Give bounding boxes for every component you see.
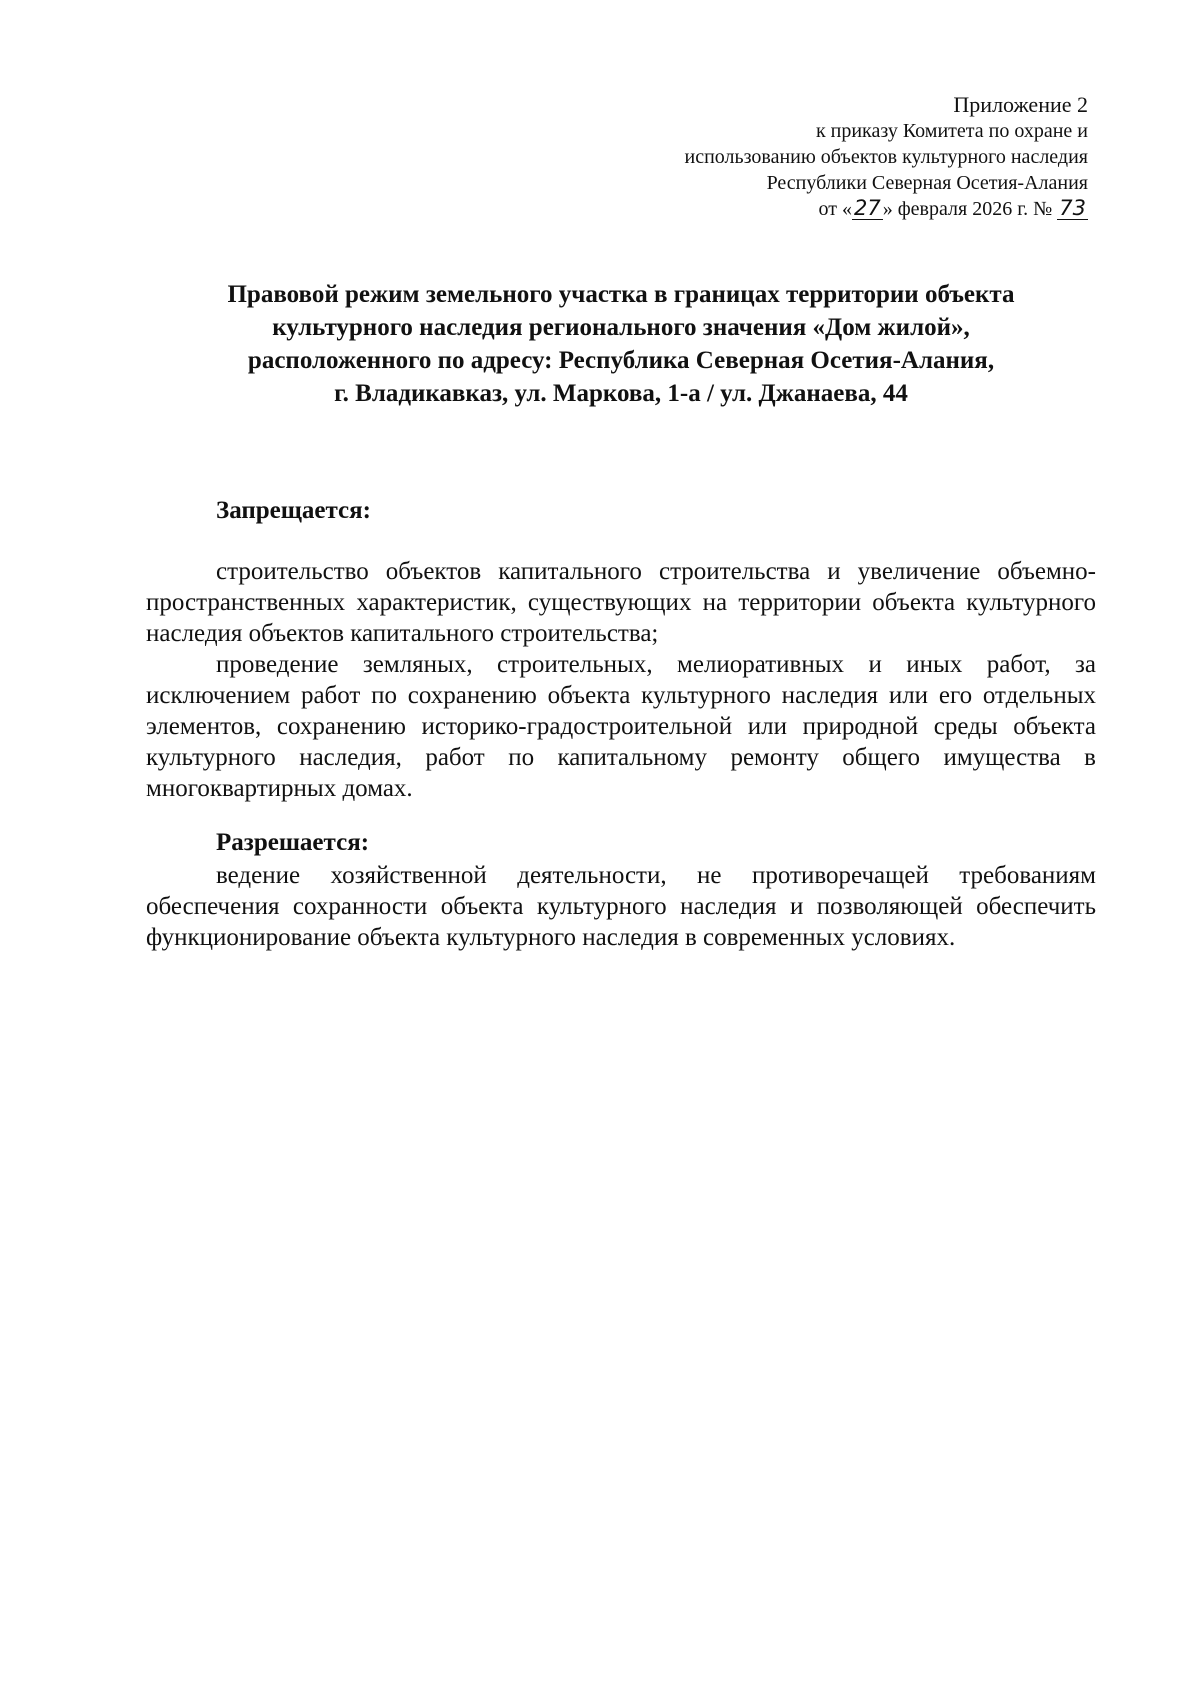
title-line-1: Правовой режим земельного участка в границах территории объекта [227, 281, 1015, 308]
appendix-number: Приложение 2 [953, 92, 1088, 117]
permitted-item: ведение хозяйственной деятельности, не противоречащей требованиям обеспечения сохранности объекта культурного наследия и позволяющей обеспечить функционирование объекта культурного наследия в современных условиях. [146, 862, 1096, 951]
appendix-republic: Республики Северная Осетия-Алания [766, 172, 1088, 194]
permitted-heading: Разрешается: [216, 829, 370, 856]
title-line-3: расположенного по адресу: Республика Северная Осетия-Алания, [247, 347, 995, 374]
date-prefix: от « [818, 198, 852, 220]
title-line-2: культурного наследия регионального значения «Дом жилой», [272, 314, 970, 341]
title-line-4: г. Владикавказ, ул. Маркова, 1-а / ул. Джанаева, 44 [334, 380, 908, 407]
prohibited-item: строительство объектов капитального строительства и увеличение объемно-пространственных характеристик, существующих на территории объекта культурного наследия объектов капитального строительства; [146, 558, 1096, 647]
appendix-header [568, 92, 1088, 222]
handwritten-day: 27 [853, 196, 881, 220]
appendix-committee: использованию объектов культурного наследия [684, 146, 1088, 168]
appendix-date-line [568, 196, 1088, 222]
appendix-order-ref: к приказу Комитета по охране и [815, 120, 1088, 142]
permitted-section [146, 860, 1096, 953]
prohibited-item: проведение земляных, строительных, мелиоративных и иных работ, за исключением работ по сохранению объекта культурного наследия или его отдельных элементов, сохранению историко-градостроительной или природной среды объекта культурного наследия, работ по капитальному ремонту общего имущества в многоквартирных домах. [146, 651, 1096, 802]
prohibited-heading: Запрещается: [216, 497, 372, 524]
handwritten-number: 73 [1059, 196, 1086, 220]
document-title [146, 278, 1096, 410]
prohibited-section [146, 556, 1096, 804]
date-middle: » февраля 2026 г. № [882, 198, 1053, 220]
